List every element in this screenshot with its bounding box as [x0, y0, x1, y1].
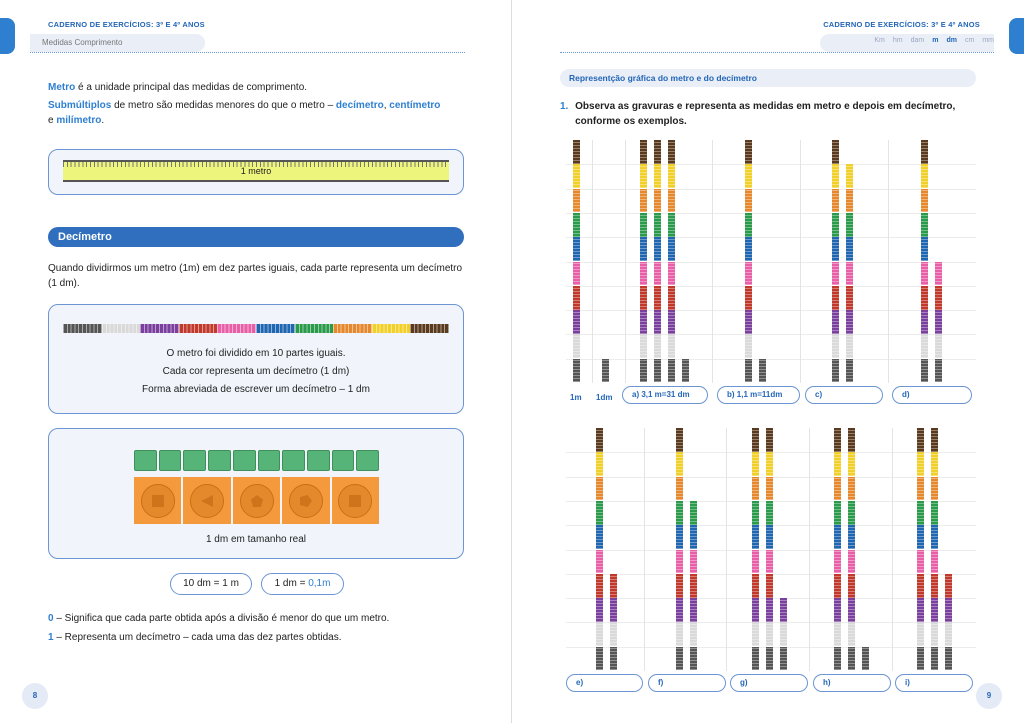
meter-bar: [834, 501, 841, 525]
meter-bar: [832, 164, 839, 188]
meter-bar: [676, 501, 683, 525]
meter-bar: [654, 164, 661, 188]
meter-bar: [573, 237, 580, 261]
meter-bar: [745, 286, 752, 310]
meter-bar: [676, 477, 683, 501]
meter-bar: [834, 452, 841, 476]
unit-dm: dm: [946, 37, 957, 44]
meter-bar: [917, 647, 924, 671]
meter-bar: [766, 501, 773, 525]
meter-bar: [917, 452, 924, 476]
meter-bar: [921, 334, 928, 358]
meter-bar: [931, 647, 938, 671]
decimeter-bar: [610, 647, 617, 671]
grid-line: [566, 286, 976, 287]
meter-bar: [668, 286, 675, 310]
meter-bar: [766, 647, 773, 671]
decimeter-bar: [690, 550, 697, 574]
meter-bar: [931, 598, 938, 622]
decimeter-segment: [372, 324, 411, 333]
meter-bar: [917, 501, 924, 525]
meter-bar: [752, 622, 759, 646]
meter-bar: [832, 189, 839, 213]
meter-bar: [917, 525, 924, 549]
meter-bar: [640, 262, 647, 286]
meter-bar: [668, 140, 675, 164]
meter-bar: [917, 622, 924, 646]
decimeter-bar: [610, 622, 617, 646]
meter-bar: [676, 550, 683, 574]
meter-bar: [931, 477, 938, 501]
meter-bar: [752, 452, 759, 476]
meter-bar: [832, 286, 839, 310]
page-number-left: 8: [22, 683, 48, 709]
grid-divider: [625, 140, 626, 383]
grid-divider: [644, 428, 645, 671]
meter-bar: [573, 286, 580, 310]
meter-bar: [668, 310, 675, 334]
square-icon: [151, 494, 165, 508]
answer-h[interactable]: h): [813, 674, 891, 692]
meter-bar: [921, 237, 928, 261]
meter-bar: [834, 574, 841, 598]
meter-bar: [676, 598, 683, 622]
unit-m: m: [932, 37, 939, 44]
decimeter-bar: [935, 262, 942, 286]
decimeter-bar: [945, 598, 952, 622]
square-icon: [348, 494, 362, 508]
label-1dm: 1dm: [596, 393, 613, 402]
answer-c[interactable]: c): [805, 386, 883, 404]
meter-bar: [573, 359, 580, 383]
triangle-icon: [200, 494, 214, 508]
meter-bar: [654, 310, 661, 334]
meter-bar: [921, 164, 928, 188]
meter-bar: [596, 598, 603, 622]
decimeter-bar: [846, 286, 853, 310]
unit-mm: mm: [982, 37, 994, 44]
meter-bar: [848, 501, 855, 525]
meter-bar: [848, 452, 855, 476]
decimeter-bar: [945, 574, 952, 598]
meter-bar: [834, 598, 841, 622]
grid-line: [566, 359, 976, 360]
answer-b[interactable]: b) 1,1 m=11dm: [717, 386, 800, 404]
decimeter-bar: [846, 213, 853, 237]
meter-bar: [766, 452, 773, 476]
decimeter-segment: [410, 324, 449, 333]
decimeter-bar: [690, 574, 697, 598]
decimeter-bar: [935, 310, 942, 334]
decimeter-bar: [945, 622, 952, 646]
decimeter-bar: [846, 189, 853, 213]
decimeter-bar: [610, 574, 617, 598]
ruler-label: 1 metro: [240, 166, 272, 176]
decimeter-bar: [780, 598, 787, 622]
meter-bar: [848, 598, 855, 622]
grid-divider: [800, 140, 801, 383]
decimeter-segment: [295, 324, 334, 333]
meter-bar: [848, 428, 855, 452]
meter-bar: [931, 550, 938, 574]
decimeter-bar: [846, 237, 853, 261]
page-number-right: 9: [976, 683, 1002, 709]
decimeter-segment: [217, 324, 256, 333]
header-divider: [560, 52, 994, 53]
decimeter-bar: [945, 647, 952, 671]
decimeter-bar: [610, 598, 617, 622]
decimeter-bar: [935, 286, 942, 310]
meter-bar: [752, 550, 759, 574]
label-1m: 1m: [570, 393, 582, 402]
meter-bar: [745, 262, 752, 286]
meter-bar: [832, 213, 839, 237]
decimeter-bar: [602, 359, 609, 383]
meter-bar: [917, 428, 924, 452]
meter-bar: [752, 574, 759, 598]
meter-bar: [668, 189, 675, 213]
meter-bar: [654, 286, 661, 310]
meter-bar: [668, 213, 675, 237]
green-cubes-row: [134, 450, 379, 471]
grid-divider: [712, 140, 713, 383]
right-header: CADERNO DE EXERCÍCIOS: 3º E 4º ANOS: [823, 20, 980, 29]
meter-bar: [848, 550, 855, 574]
meter-bar: [640, 286, 647, 310]
left-subheader: Medidas Comprimento: [30, 34, 205, 52]
meter-bar: [931, 622, 938, 646]
section-title-decimetro: Decímetro: [48, 227, 464, 247]
decimeter-bar: [935, 334, 942, 358]
meter-bar: [931, 452, 938, 476]
decimeter-bar: [690, 622, 697, 646]
meter-bar: [832, 237, 839, 261]
meter-bar: [832, 359, 839, 383]
section-text: Quando dividirmos um metro (1m) em dez partes iguais, cada parte representa um decímetro (1 dm).: [48, 263, 463, 289]
meter-bar: [766, 525, 773, 549]
meter-bar: [752, 525, 759, 549]
meter-bar: [668, 262, 675, 286]
real-size-caption: 1 dm em tamanho real: [205, 534, 307, 545]
meter-bar: [921, 140, 928, 164]
unit-hm: hm: [892, 37, 903, 44]
meter-bar: [848, 477, 855, 501]
exercise-1: 1. Observa as gravuras e representa as medidas em metro e depois em decímetro, conforme os exemplos.: [560, 101, 956, 127]
meter-bar: [832, 262, 839, 286]
meter-bar: [752, 598, 759, 622]
grid-divider: [888, 140, 889, 383]
meter-bar: [654, 213, 661, 237]
answer-e[interactable]: e): [566, 674, 643, 692]
answer-i[interactable]: i): [895, 674, 973, 692]
meter-bar: [654, 262, 661, 286]
box-line-1: O metro foi dividido em 10 partes iguais.: [166, 348, 346, 359]
grid-line: [566, 213, 976, 214]
meter-bar: [654, 189, 661, 213]
meter-bar: [931, 525, 938, 549]
page-tab: [1009, 18, 1024, 54]
meter-bar: [596, 477, 603, 501]
meter-bar: [766, 622, 773, 646]
meter-bar: [668, 164, 675, 188]
decimeter-segment: [333, 324, 372, 333]
meter-bar: [766, 574, 773, 598]
decimeter-bar: [759, 359, 766, 383]
decimeter-bar: [846, 310, 853, 334]
header-divider: [30, 52, 465, 53]
meter-bar: [745, 140, 752, 164]
meter-bar: [834, 550, 841, 574]
meter-bar: [654, 237, 661, 261]
meter-bar: [676, 574, 683, 598]
meter-bar: [834, 428, 841, 452]
meter-bar: [834, 622, 841, 646]
meter-bar: [917, 574, 924, 598]
pentagon-icon: [299, 494, 313, 508]
meter-bar: [596, 647, 603, 671]
answer-g[interactable]: g): [730, 674, 808, 692]
decimeter-bar: [846, 262, 853, 286]
decimeter-segment: [140, 324, 179, 333]
meter-bar: [676, 452, 683, 476]
orange-blocks-row: [134, 477, 379, 524]
note-0: 0 – Significa que cada parte obtida após a divisão é menor do que um metro.: [48, 613, 390, 624]
meter-bar: [848, 574, 855, 598]
decimeter-segment: [63, 324, 102, 333]
meter-bar: [596, 525, 603, 549]
meter-bar: [676, 647, 683, 671]
meter-bar: [640, 237, 647, 261]
meter-bar: [573, 189, 580, 213]
meter-bar: [745, 189, 752, 213]
meter-bar: [848, 622, 855, 646]
meter-bar: [676, 525, 683, 549]
unit-dam: dam: [910, 37, 925, 44]
meter-bar: [931, 574, 938, 598]
meter-bar: [745, 310, 752, 334]
meter-bar: [745, 237, 752, 261]
meter-bar: [596, 452, 603, 476]
decimeter-bar: [682, 359, 689, 383]
page-tab: [0, 18, 15, 54]
meter-bar: [668, 359, 675, 383]
meter-bar: [766, 598, 773, 622]
decimeter-bar: [862, 647, 869, 671]
meter-bar: [752, 647, 759, 671]
grid-divider: [592, 140, 593, 383]
right-page: [512, 0, 1024, 723]
meter-bar: [921, 286, 928, 310]
decimeter-bar: [690, 647, 697, 671]
meter-bar: [573, 334, 580, 358]
unit-km: Km: [874, 37, 885, 44]
meter-bar: [917, 477, 924, 501]
equation-pill-1: 10 dm = 1 m: [170, 573, 252, 595]
meter-bar: [596, 428, 603, 452]
intro-line-1: Metro é a unidade principal das medidas de comprimento.: [48, 82, 308, 93]
answer-d[interactable]: d): [892, 386, 972, 404]
box-line-2: Cada cor representa um decímetro (1 dm): [162, 366, 350, 377]
decimeter-bar: [780, 647, 787, 671]
meter-bar: [917, 550, 924, 574]
meter-bar: [921, 213, 928, 237]
meter-bar: [573, 262, 580, 286]
meter-bar: [676, 428, 683, 452]
meter-bar: [573, 140, 580, 164]
meter-bar: [596, 501, 603, 525]
meter-bar: [921, 189, 928, 213]
meter-bar: [596, 550, 603, 574]
meter-bar: [832, 334, 839, 358]
meter-bar: [917, 598, 924, 622]
meter-bar: [640, 164, 647, 188]
meter-bar: [573, 310, 580, 334]
meter-bar: [573, 213, 580, 237]
meter-bar: [921, 262, 928, 286]
meter-bar: [654, 140, 661, 164]
decimeter-segment: [256, 324, 295, 333]
grid-line: [566, 334, 976, 335]
meter-bar: [640, 189, 647, 213]
meter-bar: [931, 501, 938, 525]
meter-bar: [834, 647, 841, 671]
meter-bar: [573, 164, 580, 188]
colored-meter-bar: [63, 324, 449, 333]
grid-line: [566, 237, 976, 238]
meter-bar: [745, 213, 752, 237]
meter-bar: [668, 237, 675, 261]
decimeter-bar: [846, 359, 853, 383]
decimeter-bar: [846, 164, 853, 188]
meter-bar: [832, 140, 839, 164]
meter-ruler: [63, 160, 449, 182]
equation-pill-2: 1 dm = 0,1m: [261, 573, 344, 595]
decimeter-segment: [102, 324, 141, 333]
meter-bar: [640, 359, 647, 383]
meter-bar: [752, 428, 759, 452]
grid-divider: [809, 428, 810, 671]
meter-bar: [848, 647, 855, 671]
decimeter-segment: [179, 324, 218, 333]
meter-bar: [921, 310, 928, 334]
meter-bar: [654, 359, 661, 383]
decimeter-bar: [780, 622, 787, 646]
decimeter-bar: [690, 525, 697, 549]
meter-bar: [766, 477, 773, 501]
right-section-title: Representção gráfica do metro e do decímetro: [560, 69, 976, 87]
decimeter-bar: [690, 501, 697, 525]
grid-line: [566, 189, 976, 190]
meter-bar: [834, 477, 841, 501]
meter-bar: [676, 622, 683, 646]
pentagon-icon: [250, 494, 264, 508]
unit-list: [874, 37, 994, 44]
meter-bar: [640, 140, 647, 164]
meter-bar: [921, 359, 928, 383]
intro-line-2: Submúltiplos de metro são medidas menores do que o metro – decímetro, centímetro e milímetro.: [48, 100, 441, 126]
meter-bar: [596, 574, 603, 598]
meter-bar: [745, 164, 752, 188]
meter-bar: [931, 428, 938, 452]
decimeter-bar: [846, 334, 853, 358]
meter-bar: [834, 525, 841, 549]
note-1: 1 – Representa um decímetro – cada uma das dez partes obtidas.: [48, 632, 342, 643]
meter-bar: [640, 213, 647, 237]
meter-bar: [752, 501, 759, 525]
answer-f[interactable]: f): [648, 674, 726, 692]
meter-bar: [745, 359, 752, 383]
meter-bar: [668, 334, 675, 358]
grid-line: [566, 164, 976, 165]
grid-line: [566, 310, 976, 311]
meter-bar: [596, 622, 603, 646]
grid-line: [566, 262, 976, 263]
unit-cm: cm: [964, 37, 975, 44]
box-line-3: Forma abreviada de escrever um decímetro – 1 dm: [142, 384, 370, 395]
meter-bar: [752, 477, 759, 501]
meter-bar: [640, 310, 647, 334]
meter-bar: [654, 334, 661, 358]
meter-bar: [745, 334, 752, 358]
answer-a[interactable]: a) 3,1 m=31 dm: [622, 386, 708, 404]
meter-bar: [640, 334, 647, 358]
meter-bar: [766, 550, 773, 574]
decimeter-bar: [690, 598, 697, 622]
meter-bar: [832, 310, 839, 334]
grid-divider: [726, 428, 727, 671]
meter-bar: [766, 428, 773, 452]
meter-bar: [848, 525, 855, 549]
grid-divider: [892, 428, 893, 671]
decimeter-bar: [935, 359, 942, 383]
left-header: CADERNO DE EXERCÍCIOS: 3º E 4º ANOS: [48, 20, 205, 29]
